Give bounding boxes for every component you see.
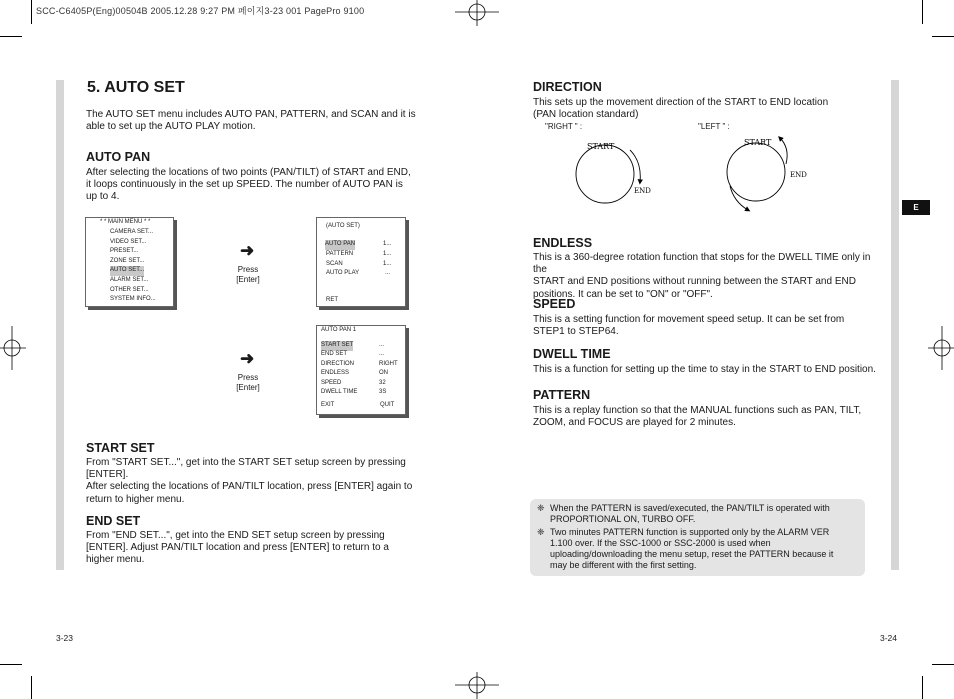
crop-mark: [932, 664, 954, 665]
page-number-right: 3-24: [880, 633, 898, 643]
language-tab: E: [902, 200, 930, 215]
dwell-time-heading: DWELL TIME: [533, 347, 611, 361]
main-menu-item: ALARM SET...: [110, 277, 149, 283]
main-menu-item: SYSTEM INFO...: [110, 296, 156, 302]
start-set-heading: START SET: [86, 441, 155, 455]
auto-set-title: (AUTO SET): [326, 223, 360, 229]
auto-set-item-selected: AUTO PAN: [325, 240, 355, 250]
auto-set-item: SCAN: [326, 261, 343, 267]
note-text: Two minutes PATTERN function is supported only by the ALARM VER 1.100 over. If the SSC-1000 or SSC-2000 is used when uploading/downloading the menu setup, reset the PATTERN because it may be different with the first setting.: [550, 527, 834, 570]
auto-pan-item: ENDLESS: [321, 370, 350, 376]
auto-pan-item-value: ...: [379, 351, 385, 357]
auto-pan-heading: AUTO PAN: [86, 150, 151, 164]
left-margin-bar: [56, 80, 64, 570]
auto-pan-item: SPEED: [321, 380, 342, 386]
arrow-icon: ➜: [240, 349, 255, 368]
main-menu-screen: [85, 217, 174, 307]
press-enter-label: Press [Enter]: [236, 373, 260, 392]
auto-set-item-value: 1...: [383, 241, 392, 247]
end-set-heading: END SET: [86, 514, 141, 528]
auto-pan-item-selected: START SET: [321, 341, 353, 351]
page-number-left: 3-23: [56, 633, 74, 643]
start-label: START: [744, 138, 772, 147]
start-set-text: From "START SET...", get into the START SET setup screen by pressing [ENTER]. After selecting the locations of PAN/TILT location, press [ENTER] again to return to higher menu.: [86, 457, 413, 505]
pattern-heading: PATTERN: [533, 388, 591, 402]
crop-mark: [31, 676, 32, 699]
crop-mark: [922, 676, 923, 699]
crop-mark: [0, 36, 22, 37]
note-bullet-icon: ❈: [537, 527, 545, 537]
auto-set-ret: RET: [326, 297, 338, 303]
auto-pan-item: DIRECTION: [321, 361, 354, 367]
note-bullet-icon: ❈: [537, 503, 545, 513]
main-menu-item: VIDEO SET...: [110, 239, 147, 245]
registration-mark-top: [455, 0, 499, 26]
endless-text: This is a 360-degree rotation function that stops for the DWELL TIME only in the START and END positions without running between the START and END positions. It can be set to "ON" or "OFF".: [533, 252, 871, 300]
main-menu-item-selected: AUTO SET...: [110, 266, 144, 276]
auto-set-item: PATTERN: [326, 251, 354, 257]
auto-pan-text: After selecting the locations of two points (PAN/TILT) of START and END, it loops continuously in the set up SPEED. The number of AUTO PAN is up to 4.: [86, 167, 411, 203]
speed-text: This is a setting function for movement speed setup. It can be set from STEP1 to STEP64.: [533, 314, 845, 338]
auto-pan-item-value: 32: [379, 380, 386, 386]
crop-mark: [0, 664, 22, 665]
crop-mark: [922, 0, 923, 24]
auto-pan-item-value: ...: [379, 342, 385, 348]
section-title: 5. AUTO SET: [87, 79, 185, 96]
auto-pan-item: DWELL TIME: [321, 389, 358, 395]
auto-pan-item-value: ON: [379, 370, 388, 376]
main-menu-item: CAMERA SET...: [110, 229, 154, 235]
right-margin-bar: [891, 80, 899, 570]
main-menu-item: ZONE SET...: [110, 258, 145, 264]
arrow-icon: ➜: [240, 241, 255, 260]
print-info: SCC-C6405P(Eng)00504B 2005.12.28 9:27 PM 페이지3-23 001 PagePro 9100: [36, 6, 365, 16]
crop-mark: [31, 0, 32, 24]
intro-text: The AUTO SET menu includes AUTO PAN, PATTERN, and SCAN and it is able to set up the AUTO PLAY motion.: [86, 109, 416, 133]
dwell-time-text: This is a function for setting up the time to stay in the START to END position.: [533, 364, 876, 375]
end-set-text: From "END SET...", get into the END SET setup screen by pressing [ENTER]. Adjust PAN/TILT location and press [ENTER] to return to a higher menu.: [86, 530, 389, 566]
auto-set-screen: [316, 217, 406, 307]
direction-left-diagram: [718, 134, 818, 218]
registration-mark-right: [928, 326, 954, 370]
direction-heading: DIRECTION: [533, 80, 602, 94]
crop-mark: [932, 36, 954, 37]
auto-pan-item-value: RIGHT: [379, 361, 398, 367]
main-menu-title: * * MAIN MENU * *: [100, 219, 151, 225]
auto-set-item: AUTO PLAY: [326, 270, 360, 276]
direction-left-label: "LEFT " :: [698, 122, 730, 131]
auto-pan-title: AUTO PAN 1: [321, 327, 357, 333]
press-enter-label: Press [Enter]: [236, 265, 260, 284]
auto-pan-exit-value: QUIT: [380, 402, 395, 408]
end-label: END: [790, 171, 807, 179]
direction-right-diagram: [570, 138, 670, 218]
auto-set-item-value: 1...: [383, 251, 392, 257]
auto-pan-item: END SET: [321, 351, 348, 357]
endless-heading: ENDLESS: [533, 236, 593, 250]
registration-mark-left: [0, 326, 26, 370]
main-menu-item: PRESET...: [110, 248, 139, 254]
auto-pan-screen: [316, 325, 406, 415]
direction-right-label: "RIGHT " :: [545, 122, 583, 131]
note-text: When the PATTERN is saved/executed, the PAN/TILT is operated with PROPORTIONAL ON, TURBO OFF.: [550, 503, 830, 524]
end-label: END: [634, 187, 651, 195]
registration-mark-bottom: [455, 672, 499, 699]
pattern-text: This is a replay function so that the MANUAL functions such as PAN, TILT, ZOOM, and FOCUS are played for 2 minutes.: [533, 405, 862, 429]
direction-text: This sets up the movement direction of the START to END location (PAN location standard): [533, 97, 829, 121]
auto-pan-exit: EXIT: [321, 402, 335, 408]
auto-set-item-value: ...: [385, 270, 391, 276]
auto-set-item-value: 1...: [383, 261, 392, 267]
main-menu-item: OTHER SET...: [110, 287, 149, 293]
auto-pan-item-value: 3S: [379, 389, 387, 395]
start-label: START: [587, 142, 615, 151]
speed-heading: SPEED: [533, 297, 576, 311]
